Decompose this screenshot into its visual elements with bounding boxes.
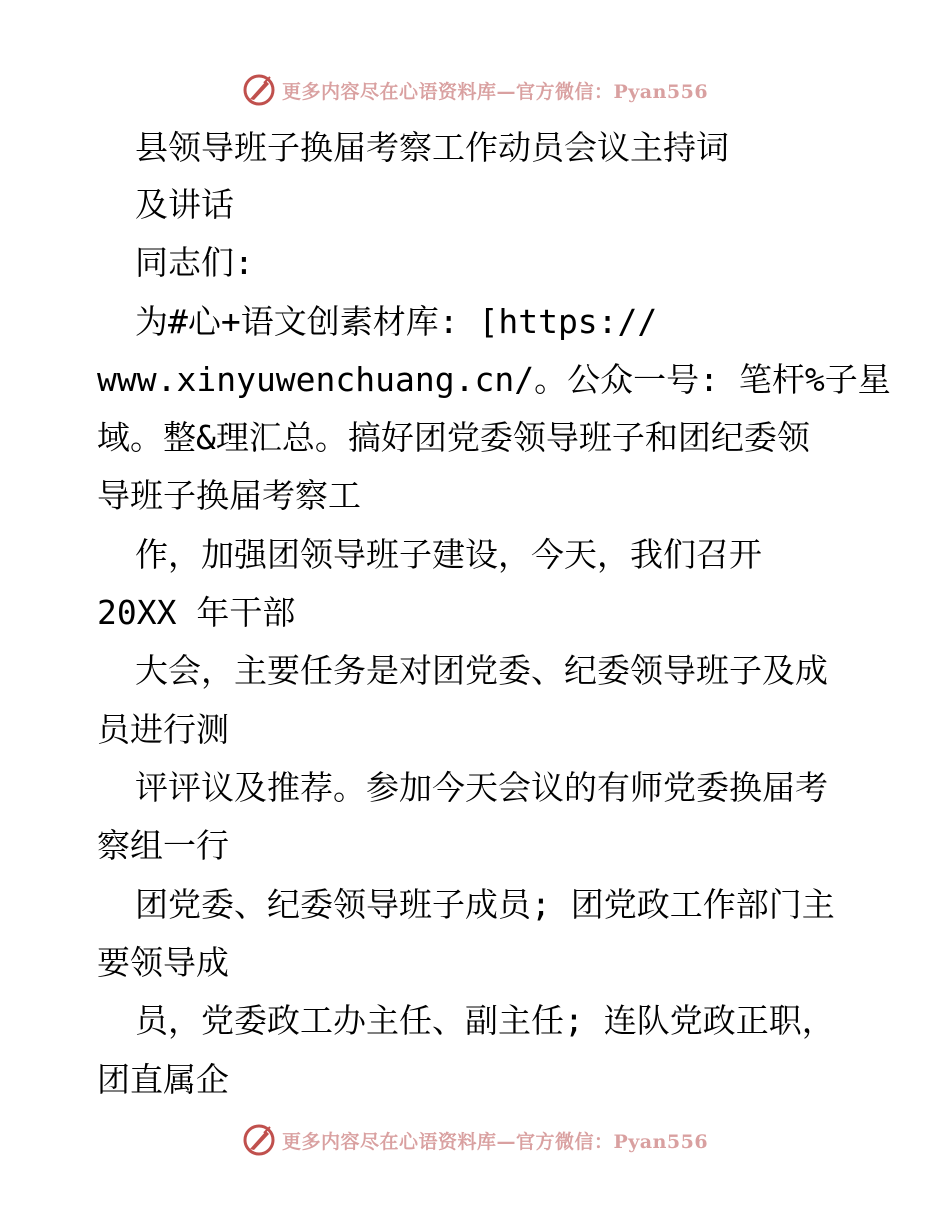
text-line: 导班子换届考察工 [97,476,361,515]
text-line: 察组一行 [97,826,229,865]
text-line: 员进行测 [97,710,229,749]
text-line: 域。整&理汇总。搞好团党委领导班子和团纪委领 [97,418,810,457]
text-line: www.xinyuwenchuang.cn/。公众一号: 笔杆%子星 [97,360,891,399]
text-line: 评评议及推荐。参加今天会议的有师党委换届考 [135,768,828,807]
text-line: 作，加强团领导班子建设，今天，我们召开 [135,535,762,574]
text-line: 及讲话 [135,185,234,224]
text-line: 大会，主要任务是对团党委、纪委领导班子及成 [135,651,828,690]
watermark-text-bottom: 更多内容尽在心语资料库—官方微信：Pyan556 [281,1130,709,1153]
watermark-text-top: 更多内容尽在心语资料库—官方微信：Pyan556 [281,80,709,103]
text-line: 要领导成 [97,943,229,982]
text-line: 为#心+语文创素材库: [https:// [135,302,658,341]
text-line: 同志们: [135,243,254,282]
text-line: 20XX 年干部 [97,593,296,632]
text-line: 团党委、纪委领导班子成员; 团党政工作部门主 [135,885,835,924]
feather-logo-icon [242,1123,276,1157]
text-line: 员，党委政工办主任、副主任; 连队党政正职， [135,1001,835,1040]
text-line: 县领导班子换届考察工作动员会议主持词 [135,128,729,167]
text-line: 团直属企 [97,1060,229,1099]
watermark-banner-bottom [0,1120,950,1160]
